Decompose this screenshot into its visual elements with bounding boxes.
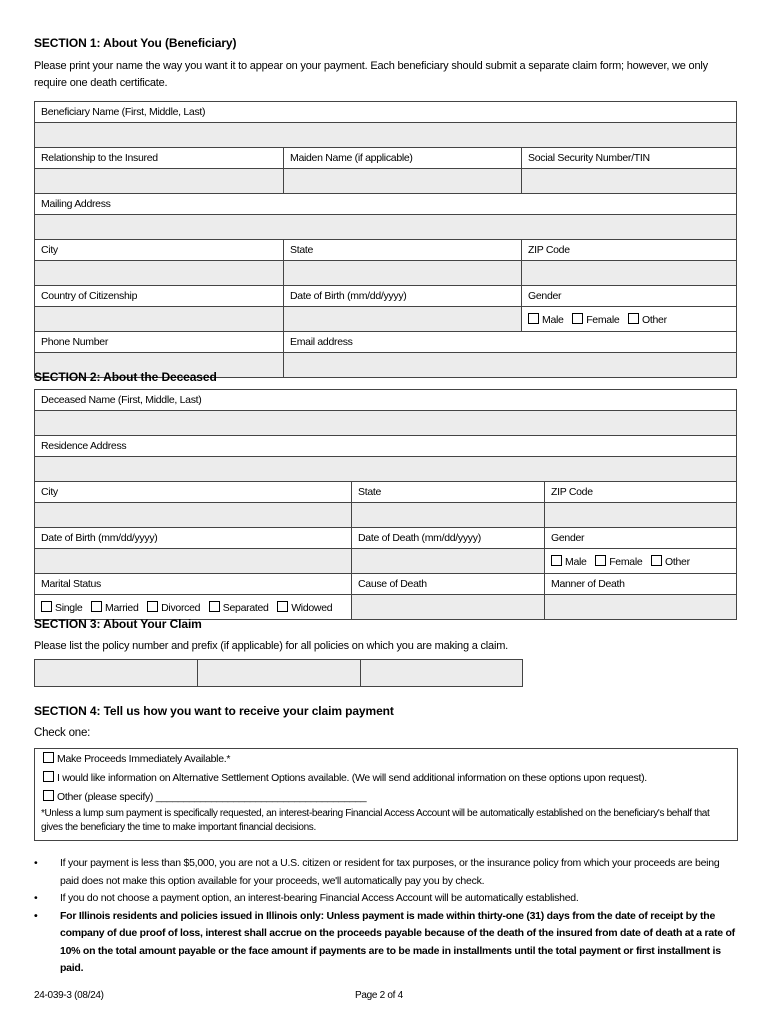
marital-status-label: Marital Status [35,574,352,595]
deceased-city-field[interactable] [35,503,352,528]
marital-separated-option[interactable]: Separated [209,602,269,614]
policy-number-field-2[interactable] [197,659,361,687]
gender-other-option[interactable]: Other [628,314,667,326]
marital-status-options [35,595,352,620]
checkbox[interactable] [572,313,583,324]
cause-of-death-label: Cause of Death [352,574,545,595]
option-immediate[interactable]: Make Proceeds Immediately Available.* [35,750,737,769]
marital-divorced-option[interactable]: Divorced [147,602,200,614]
dob-field[interactable] [284,307,522,332]
checkbox[interactable] [551,555,562,566]
deceased-zip-field[interactable] [545,503,737,528]
checkbox[interactable] [628,313,639,324]
zip-field[interactable] [522,261,737,286]
deceased-gender-other-option[interactable]: Other [651,556,690,568]
marital-married-option[interactable]: Married [91,602,139,614]
deceased-dob-field[interactable] [35,549,352,574]
section1-title: SECTION 1: About You (Beneficiary) [34,36,237,50]
checkbox[interactable] [147,601,158,612]
manner-of-death-label: Manner of Death [545,574,737,595]
deceased-city-label: City [35,482,352,503]
bullet-item: • If your payment is less than $5,000, you are not a U.S. citizen or resident for tax purposes, or the insurance policy from which your proceeds are being paid does not make this option available for your proceeds, we'll automatically pay you by check. [34,857,720,887]
deceased-dod-label: Date of Death (mm/dd/yyyy) [352,528,545,549]
payment-options-box [34,748,738,841]
section1-intro: Please print your name the way you want it to appear on your payment. Each beneficiary should submit a separate claim form; however, we only require one death certificate. [34,60,708,89]
email-field[interactable] [284,353,737,378]
deceased-state-field[interactable] [352,503,545,528]
city-field[interactable] [35,261,284,286]
email-label: Email address [284,332,737,353]
manner-of-death-field[interactable] [545,595,737,620]
checkbox[interactable] [528,313,539,324]
checkbox[interactable] [277,601,288,612]
deceased-table [34,389,737,620]
deceased-name-label: Deceased Name (First, Middle, Last) [35,390,737,411]
deceased-gender-male-option[interactable]: Male [551,556,587,568]
state-field[interactable] [284,261,522,286]
deceased-dob-label: Date of Birth (mm/dd/yyyy) [35,528,352,549]
beneficiary-table [34,101,737,378]
gender-options [522,307,737,332]
deceased-gender-label: Gender [545,528,737,549]
beneficiary-name-label: Beneficiary Name (First, Middle, Last) [35,102,737,123]
deceased-dod-field[interactable] [352,549,545,574]
deceased-gender-female-option[interactable]: Female [595,556,642,568]
check-one-label: Check one: [34,727,91,739]
maiden-name-label: Maiden Name (if applicable) [284,148,522,169]
policy-number-field-3[interactable] [360,659,523,687]
beneficiary-name-field[interactable] [35,123,737,148]
deceased-gender-options [545,549,737,574]
section3-title: SECTION 3: About Your Claim [34,617,202,631]
relationship-field[interactable] [35,169,284,194]
checkbox[interactable] [91,601,102,612]
option-alternative-settlement[interactable]: I would like information on Alternative Settlement Options available. (We will send additional information on these options upon request). [35,769,737,788]
section2-title: SECTION 2: About the Deceased [34,370,217,384]
form-id: 24-039-3 (08/24) [34,990,104,1001]
deceased-name-field[interactable] [35,411,737,436]
section3-intro: Please list the policy number and prefix (if applicable) for all policies on which you are making a claim. [34,640,509,652]
gender-label: Gender [522,286,737,307]
cause-of-death-field[interactable] [352,595,545,620]
checkbox[interactable] [43,752,54,763]
marital-widowed-option[interactable]: Widowed [277,602,332,614]
bullet-item: • For Illinois residents and policies issued in Illinois only: Unless payment is made within thirty-one (31) days from the date of receipt by the company of due proof of loss, interest shall accrue on the proceeds payable because of the death of the insured from date of death at a rate of 10% on the total amount payable or the face amount if payments are to be made in installments until the total payment or first installment is paid. [34,909,735,974]
state-label: State [284,240,522,261]
checkbox[interactable] [43,771,54,782]
gender-male-option[interactable]: Male [528,314,564,326]
payment-info-list [34,855,738,978]
relationship-label: Relationship to the Insured [35,148,284,169]
dob-label: Date of Birth (mm/dd/yyyy) [284,286,522,307]
country-field[interactable] [35,307,284,332]
phone-label: Phone Number [35,332,284,353]
residence-field[interactable] [35,457,737,482]
mailing-address-label: Mailing Address [35,194,737,215]
ssn-field[interactable] [522,169,737,194]
checkbox[interactable] [651,555,662,566]
ssn-label: Social Security Number/TIN [522,148,737,169]
lump-sum-note: *Unless a lump sum payment is specifically requested, an interest-bearing Financial Access Account will be automatically established on the beneficiary's behalf that gives the beneficiary the time to make important financial decisions. [41,808,710,833]
gender-female-option[interactable]: Female [572,314,619,326]
option-other[interactable]: Other (please specify) ______________________________________ [35,788,737,807]
deceased-state-label: State [352,482,545,503]
mailing-address-field[interactable] [35,215,737,240]
marital-single-option[interactable]: Single [41,602,82,614]
zip-label: ZIP Code [522,240,737,261]
checkbox[interactable] [595,555,606,566]
bullet-item: • If you do not choose a payment option, an interest-bearing Financial Access Account will be automatically established. [34,892,579,904]
residence-label: Residence Address [35,436,737,457]
checkbox[interactable] [41,601,52,612]
page-number: Page 2 of 4 [355,990,403,1001]
checkbox[interactable] [43,790,54,801]
maiden-name-field[interactable] [284,169,522,194]
policy-number-field-1[interactable] [34,659,198,687]
checkbox[interactable] [209,601,220,612]
country-label: Country of Citizenship [35,286,284,307]
deceased-zip-label: ZIP Code [545,482,737,503]
city-label: City [35,240,284,261]
section4-title: SECTION 4: Tell us how you want to receive your claim payment [34,704,394,718]
